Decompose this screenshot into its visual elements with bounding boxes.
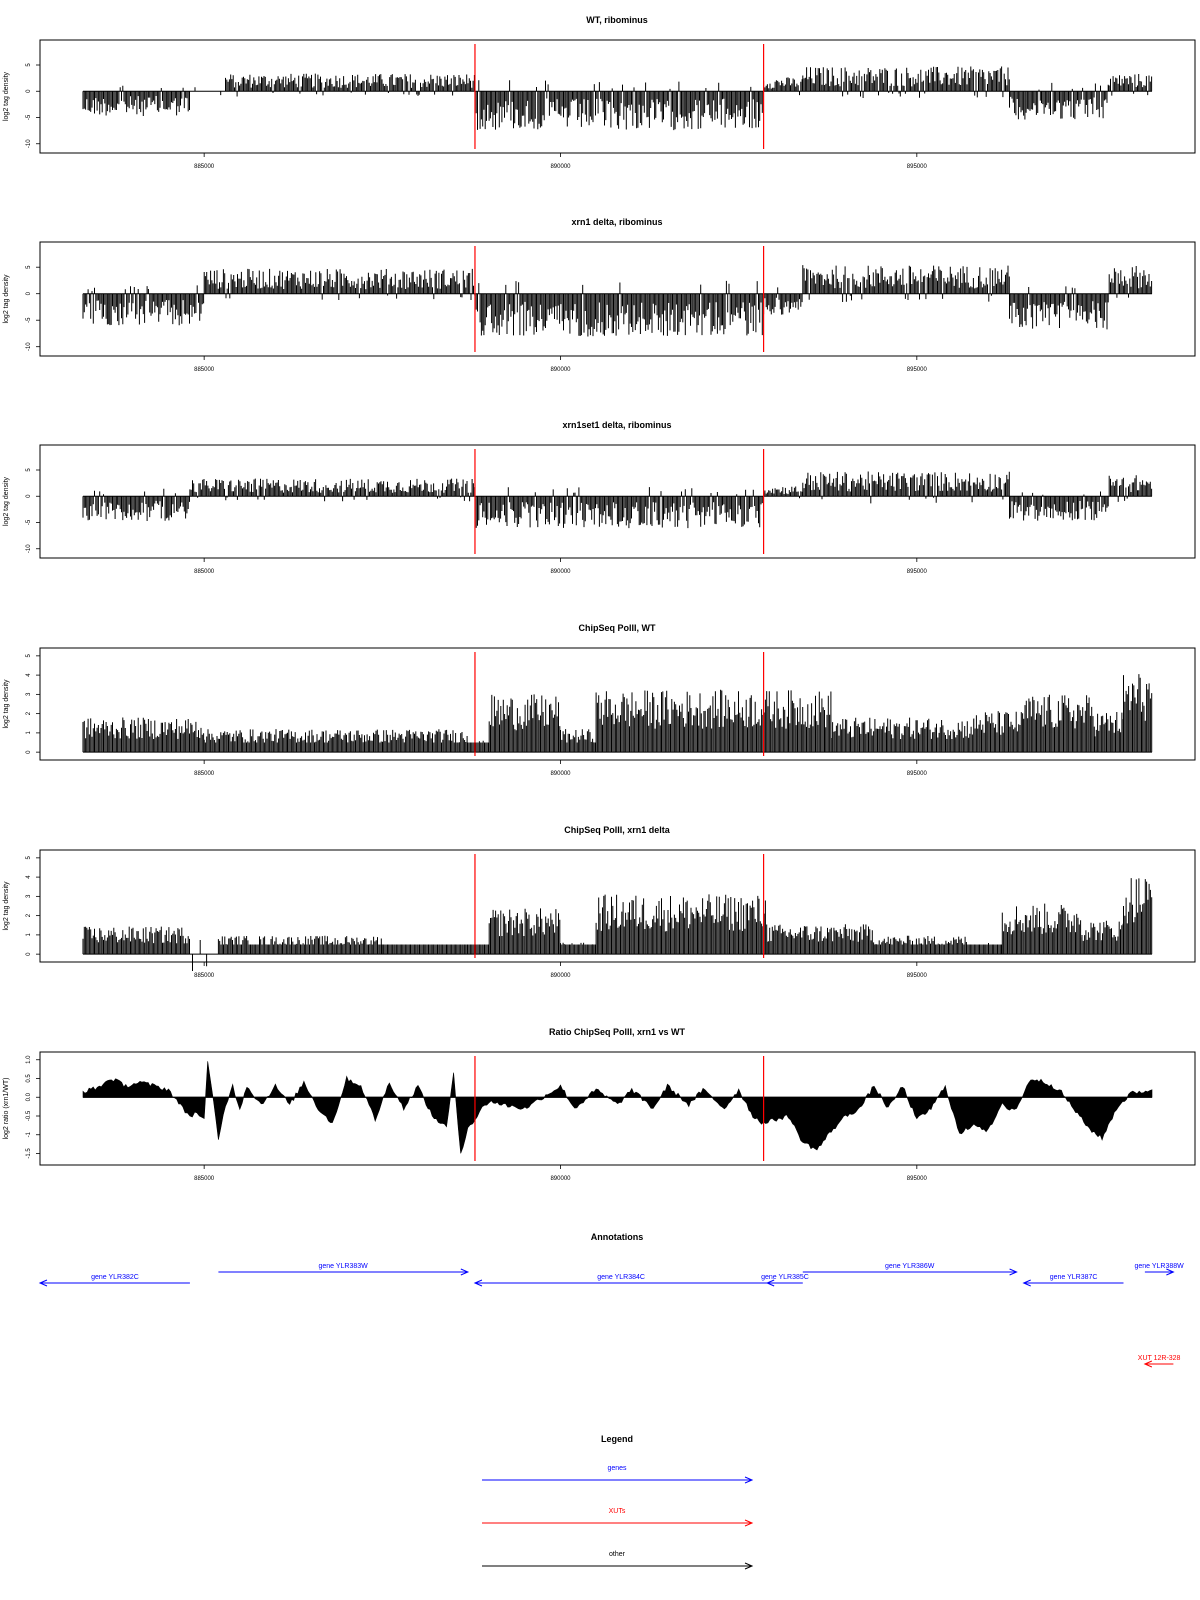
y-tick-label: -0.5 — [26, 1110, 32, 1122]
feature-label: gene YLR382C — [91, 1274, 139, 1281]
y-tick-label: -10 — [26, 544, 32, 554]
track-panel — [3, 1027, 1195, 1182]
panel-title: ChipSeq PolII, xrn1 delta — [564, 825, 670, 835]
annotation-feature — [218, 1263, 467, 1275]
y-tick-label: 1.0 — [26, 1055, 32, 1064]
legend-label: XUTs — [608, 1508, 626, 1515]
y-axis-label: log2 tag density — [3, 274, 10, 324]
density-bars — [83, 67, 1152, 131]
track-panels — [3, 15, 1195, 1182]
x-tick-label: 895000 — [906, 1176, 927, 1182]
y-tick-label: 0 — [26, 494, 32, 498]
y-tick-label: -10 — [26, 342, 32, 352]
y-tick-label: -10 — [26, 139, 32, 149]
y-tick-label: 5 — [26, 856, 32, 860]
y-tick-label: 0.5 — [26, 1074, 32, 1083]
y-tick-label: 4 — [26, 875, 32, 879]
x-tick-label: 890000 — [550, 569, 571, 575]
feature-label: gene YLR388W — [1134, 1263, 1184, 1270]
annotation-feature — [475, 1274, 767, 1286]
y-tick-label: 0.0 — [26, 1093, 32, 1102]
annotation-feature — [40, 1274, 190, 1286]
track-panel — [3, 623, 1195, 777]
y-tick-label: 1 — [26, 731, 32, 735]
x-tick-label: 885000 — [194, 771, 215, 777]
y-tick-label: 2 — [26, 913, 32, 918]
density-bars — [83, 674, 1152, 752]
y-tick-label: -5 — [26, 114, 32, 121]
x-tick-label: 885000 — [194, 973, 215, 979]
y-axis-label: log2 ratio (xrn1/WT) — [3, 1077, 10, 1140]
x-tick-label: 885000 — [194, 569, 215, 575]
y-tick-label: 0 — [26, 89, 32, 93]
annotation-feature — [761, 1274, 809, 1286]
legend — [482, 1434, 752, 1569]
x-tick-label: 895000 — [906, 569, 927, 575]
y-axis-label: log2 tag density — [3, 679, 10, 729]
annotation-feature — [803, 1263, 1017, 1275]
annotation-track — [40, 1232, 1184, 1367]
feature-label: gene YLR383W — [318, 1263, 368, 1270]
panel-title: ChipSeq PolII, WT — [578, 623, 656, 633]
x-tick-label: 885000 — [194, 164, 215, 170]
legend-entry — [482, 1465, 752, 1483]
y-tick-label: 5 — [26, 265, 32, 269]
x-tick-label: 890000 — [550, 771, 571, 777]
feature-label: gene YLR387C — [1049, 1274, 1098, 1281]
legend-label: other — [609, 1551, 625, 1558]
legend-items — [482, 1465, 752, 1569]
y-tick-label: 2 — [26, 711, 32, 716]
x-tick-label: 895000 — [906, 771, 927, 777]
track-panel — [3, 217, 1195, 373]
feature-label: gene YLR386W — [885, 1263, 935, 1270]
feature-label: gene YLR385C — [761, 1274, 809, 1281]
ratio-area — [83, 1061, 1152, 1153]
y-tick-label: 0 — [26, 750, 32, 754]
feature-label: XUT 12R-328 — [1137, 1355, 1181, 1362]
y-tick-label: 0 — [26, 952, 32, 956]
y-tick-label: -1 — [26, 1132, 32, 1138]
density-bars — [83, 265, 1152, 336]
annotation-feature — [1138, 1355, 1181, 1367]
feature-label: gene YLR384C — [597, 1274, 645, 1281]
y-tick-label: 5 — [26, 468, 32, 472]
plot-frame — [40, 1052, 1195, 1165]
y-axis-label: log2 tag density — [3, 476, 10, 527]
annotations-title: Annotations — [590, 1232, 644, 1242]
track-panel — [3, 15, 1195, 170]
annotation-items — [40, 1263, 1184, 1367]
x-tick-label: 890000 — [550, 973, 571, 979]
y-tick-label: 3 — [26, 894, 32, 899]
density-bars — [83, 878, 1152, 971]
y-axis-label: log2 tag density — [3, 71, 10, 122]
track-panel — [3, 825, 1195, 979]
legend-entry — [482, 1508, 752, 1526]
panel-title: WT, ribominus — [586, 15, 648, 25]
panel-title: xrn1 delta, ribominus — [571, 217, 663, 227]
y-tick-label: 5 — [26, 63, 32, 67]
panel-title: Ratio ChipSeq PolII, xrn1 vs WT — [548, 1027, 686, 1037]
legend-title: Legend — [600, 1434, 634, 1444]
y-axis-label: log2 tag density — [3, 881, 10, 931]
y-tick-label: 0 — [26, 292, 32, 296]
x-tick-label: 895000 — [906, 367, 927, 373]
y-tick-label: -5 — [26, 317, 32, 323]
x-tick-label: 895000 — [906, 973, 927, 979]
x-tick-label: 890000 — [550, 164, 571, 170]
x-tick-label: 885000 — [194, 1176, 215, 1182]
x-tick-label: 885000 — [194, 367, 215, 373]
legend-label: genes — [607, 1465, 627, 1472]
y-tick-label: 1 — [26, 933, 32, 937]
panel-title: xrn1set1 delta, ribominus — [562, 420, 672, 430]
x-tick-label: 895000 — [906, 164, 927, 170]
annotation-feature — [1134, 1263, 1184, 1275]
y-tick-label: 4 — [26, 673, 32, 677]
track-panel — [3, 420, 1195, 575]
x-tick-label: 890000 — [550, 1176, 571, 1182]
density-bars — [83, 472, 1152, 529]
x-tick-label: 890000 — [550, 367, 571, 373]
y-tick-label: -1.5 — [26, 1148, 32, 1159]
legend-entry — [482, 1551, 752, 1569]
y-tick-label: 5 — [26, 654, 32, 658]
y-tick-label: -5 — [26, 519, 32, 526]
annotation-feature — [1024, 1274, 1124, 1286]
y-tick-label: 3 — [26, 692, 32, 697]
